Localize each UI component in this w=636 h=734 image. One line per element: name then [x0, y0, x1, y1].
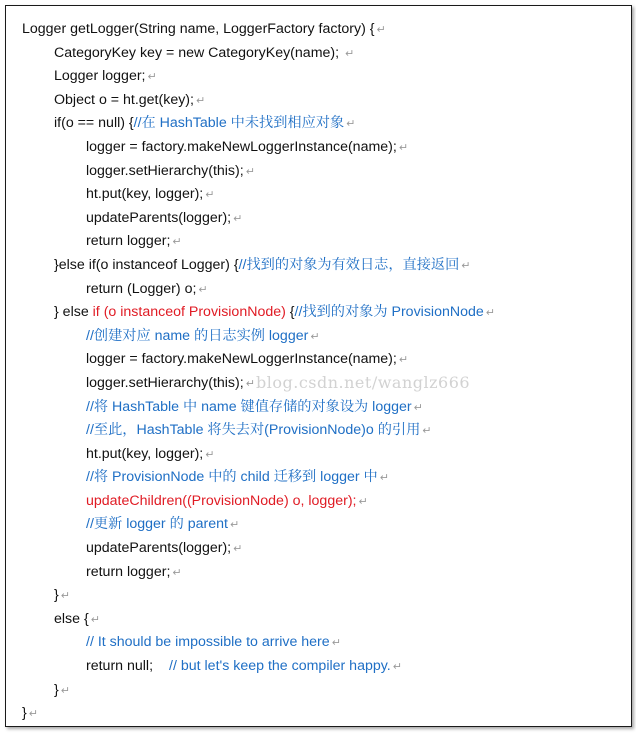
paragraph-mark: ↵ — [485, 307, 495, 320]
paragraph-mark: ↵ — [346, 118, 356, 131]
code-line: Logger getLogger(String name, LoggerFactory factory) { ↵ — [22, 21, 386, 37]
code-line — [22, 631, 632, 655]
code-comment: //将 ProvisionNode 中的 child 迁移到 logger 中 — [86, 469, 378, 486]
code-line: Object o = ht.get(key); ↵ — [54, 91, 206, 108]
code-line — [22, 419, 632, 443]
code-comment: //找到的对象为有效日志，直接返回 — [238, 256, 460, 273]
code-line: } ↵ — [54, 587, 70, 604]
code-line — [22, 396, 632, 420]
paragraph-mark: ↵ — [60, 684, 70, 697]
paragraph-mark: ↵ — [205, 448, 215, 461]
code-frame — [5, 5, 632, 727]
paragraph-mark: ↵ — [205, 189, 215, 202]
code-line: return (Logger) o; ↵ — [86, 280, 208, 297]
paragraph-mark: ↵ — [245, 377, 255, 390]
paragraph-mark: ↵ — [172, 236, 182, 249]
code-comment: // It should be impossible to arrive here — [86, 634, 330, 651]
paragraph-mark: ↵ — [331, 637, 341, 650]
paragraph-mark: ↵ — [198, 283, 208, 296]
paragraph-mark: ↵ — [422, 425, 432, 438]
code-line: return logger; ↵ — [86, 233, 182, 250]
code-comment: //找到的对象为 ProvisionNode — [294, 304, 484, 321]
code-line: logger.setHierarchy(this); ↵ — [86, 374, 255, 391]
code-line: return null; // but let's keep the compiler happy. ↵ — [86, 658, 402, 675]
paragraph-mark: ↵ — [229, 519, 240, 532]
paragraph-mark: ↵ — [172, 566, 182, 579]
code-highlight: if (o instanceof ProvisionNode) — [92, 304, 286, 321]
code-line: } ↵ — [22, 705, 38, 722]
code-comment: //将 HashTable 中 name 键值存储的对象设为 logger — [86, 398, 412, 415]
paragraph-mark: ↵ — [90, 613, 100, 626]
code-line: }else if(o instanceof Logger) {//找到的对象为有效日志，直接返回 ↵ — [54, 256, 471, 273]
code-line — [22, 513, 632, 537]
code-comment: // but let's keep the compiler happy. — [169, 658, 391, 675]
paragraph-mark: ↵ — [413, 401, 423, 414]
code-line: CategoryKey key = new CategoryKey(name); ↵ — [54, 44, 355, 61]
code-highlight: updateChildren((ProvisionNode) o, logger); — [86, 492, 357, 509]
paragraph-mark: ↵ — [392, 661, 402, 674]
code-comment: //在 HashTable 中未找到相应对象 — [133, 115, 345, 132]
code-block — [22, 18, 632, 726]
code-line: ht.put(key, logger); ↵ — [86, 445, 215, 462]
code-line — [22, 466, 632, 490]
code-line: } ↵ — [54, 681, 70, 698]
code-line — [22, 325, 632, 349]
paragraph-mark: ↵ — [147, 71, 157, 84]
paragraph-mark: ↵ — [376, 24, 386, 36]
code-line: ht.put(key, logger); ↵ — [86, 186, 215, 203]
code-line: logger = factory.makeNewLoggerInstance(name); ↵ — [86, 138, 409, 155]
code-line: Logger logger; ↵ — [54, 68, 157, 85]
code-line: else { ↵ — [54, 610, 100, 627]
paragraph-mark: ↵ — [60, 590, 70, 603]
paragraph-mark: ↵ — [379, 472, 389, 485]
code-comment: //创建对应 name 的日志实例 logger — [86, 327, 309, 344]
code-line: if(o == null) {//在 HashTable 中未找到相应对象 ↵ — [54, 115, 356, 132]
code-line: updateParents(logger); ↵ — [86, 540, 243, 557]
paragraph-mark: ↵ — [398, 141, 409, 154]
paragraph-mark: ↵ — [345, 47, 355, 60]
paragraph-mark: ↵ — [398, 354, 409, 367]
watermark: blog.csdn.net/wanglz666 — [256, 373, 471, 392]
paragraph-mark: ↵ — [245, 165, 255, 178]
paragraph-mark: ↵ — [358, 495, 368, 508]
code-line: logger.setHierarchy(this); ↵ — [86, 162, 255, 179]
code-line: } else if (o instanceof ProvisionNode) {//找到的对象为 ProvisionNode ↵ — [54, 304, 495, 321]
code-line: logger = factory.makeNewLoggerInstance(name); ↵ — [86, 351, 409, 368]
paragraph-mark: ↵ — [28, 708, 38, 721]
paragraph-mark: ↵ — [195, 94, 206, 107]
paragraph-mark: ↵ — [310, 330, 320, 343]
code-line: return logger; ↵ — [86, 563, 182, 580]
code-line: updateParents(logger); ↵ — [86, 209, 243, 226]
code-line — [22, 490, 632, 514]
paragraph-mark: ↵ — [233, 543, 243, 556]
paragraph-mark: ↵ — [233, 212, 243, 225]
paragraph-mark: ↵ — [461, 259, 471, 272]
code-comment: //更新 logger 的 parent — [86, 516, 228, 533]
code-comment: //至此，HashTable 将失去对(ProvisionNode)o 的引用 — [86, 422, 421, 439]
